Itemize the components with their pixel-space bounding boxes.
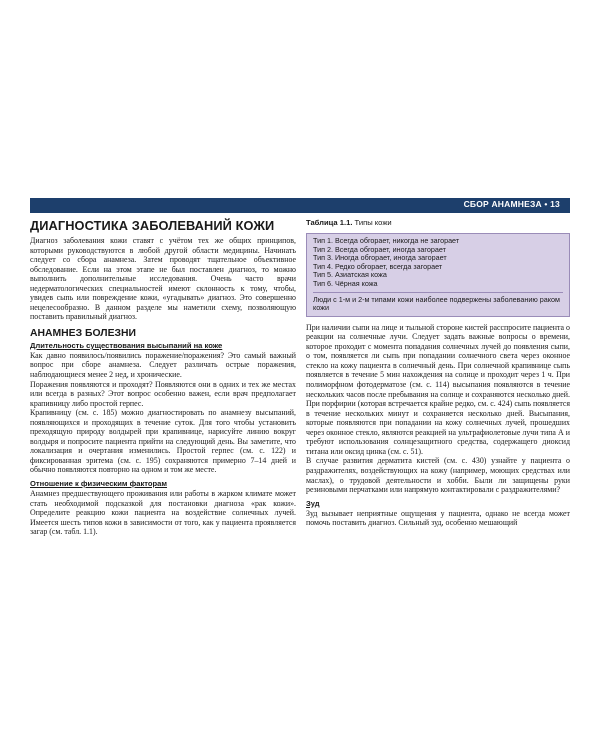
table-caption-text: Типы кожи <box>352 218 392 227</box>
right-column <box>306 216 570 528</box>
physical-factors-heading: Отношение к физическим факторам <box>30 479 168 489</box>
running-header: СБОР АНАМНЕЗА • 13 <box>463 199 560 209</box>
table-row: Тип 4. Редко обгорает, всегда загорает <box>313 261 443 271</box>
intro-paragraph: Диагноз заболевания кожи ставят с учётом тех же общих принципов, которыми руководствуются в любой другой области медицины. Начинать следует со сбора анамнеза. Затем проводят тщательное объективное обследование. Если на этом этапе не был поставлен диагноз, то можно выполнить дополнительные исследования. Очень часто врачи недерматологических специальностей имеют склонность к тому, чтобы, увидев сыпь или повреждение кожи, «угадывать» диагноз. Это совершенно нецелесообразно. В данном разделе мы наметили схему, позволяющую поставить правильный диагноз. <box>30 236 296 322</box>
table-note: Люди с 1-м и 2-м типами кожи наиболее подвержены заболеванию раком кожи <box>313 292 563 313</box>
physical-factors-paragraph: Анамнез предшествующего проживания или работы в жарком климате может стать необходимой подсказкой для постановки диагноза «рак кожи». Определите реакцию кожи пациента на воздействие солнечных лучей. Имеется шесть типов кожи в зависимости от того, как у пациента проявляется загар (см. табл. 1.1). <box>30 489 296 537</box>
table-caption-number: Таблица 1.1. <box>306 218 353 227</box>
table-row: Тип 3. Иногда обгорает, иногда загорает <box>313 253 447 263</box>
left-column <box>30 216 296 537</box>
table-row: Тип 2. Всегда обгорает, иногда загорает <box>313 244 446 254</box>
section-title: ДИАГНОСТИКА ЗАБОЛЕВАНИЙ КОЖИ <box>30 218 275 233</box>
itch-heading: Зуд <box>306 498 320 508</box>
itch-paragraph: Зуд вызывает неприятные ощущения у пациента, однако не всегда может помочь поставить диагноз. Сильный зуд, особенно мешающий <box>306 508 570 528</box>
table-row: Тип 5. Азиатская кожа <box>313 270 387 280</box>
duration-heading: Длительность существования высыпаний на коже <box>30 340 223 350</box>
sun-reaction-paragraph: При наличии сыпи на лице и тыльной стороне кистей расспросите пациента о реакции на солнечные лучи. Следует задать важные вопросы о времени, которое проходит с момента попадания солнечных лучей до появления сыпи, о том, появляется ли сыпь при попадании солнечного света через оконное стекло на кожу пациента в солнечный день. При солнечной крапивнице сыпь появляется в течение 5 мин нахождения на солнце и проходит через 1 ч. При полиморфном фотодерматозе (см. с. 114) высыпания появляются в течение нескольких часов после пребывания на солнце и сохраняются несколько дней. При порфирии (которая встречается крайне редко, см. с. 424) сыпь появляется в течение нескольких минут и сохраняется несколько дней. Высыпания, которые появляются при попадании на кожу солнечных лучей, прошедших через оконное стекло, являются реакцией на ультрафиолетовые лучи типа А и требуют использования солнцезащитного средства, содержащего диоксид титана или оксид цинка (см. с. 51). <box>306 322 570 456</box>
table-row: Тип 6. Чёрная кожа <box>313 278 378 288</box>
skin-types-table <box>306 233 570 317</box>
hand-dermatitis-paragraph: В случае развития дерматита кистей (см. с. 430) узнайте у пациента о раздражителях, воздействующих на кожу (например, моющих средствах или маслах), о трудовой деятельности и хобби. Были ли защищены руки резиновыми перчатками или напрямую контактировали с раздражителями? <box>306 456 570 495</box>
duration-paragraph-3: Крапивницу (см. с. 185) можно диагностировать по анамнезу высыпаний, появляющихся и проходящих в течение суток. Для того чтобы установить преходящую природу волдырей при крапивнице, нарисуйте линию вокруг волдыря и попросите пациента прийти на следующий день. Вы заметите, что локализация и очертания изменились. Простой герпес (см. с. 122) и фиксированная эритема (см. с. 195) сохраняются примерно 7–14 дней и обычно появляются повторно на одном и том же месте. <box>30 408 296 475</box>
subsection-title: АНАМНЕЗ БОЛЕЗНИ <box>30 327 136 339</box>
duration-paragraph-2: Поражения появляются и проходят? Появляются они в одних и тех же местах или всегда в разных? Этот вопрос особенно важен, если врач предполагает крапивницу либо простой герпес. <box>30 379 296 408</box>
table-row: Тип 1. Всегда обгорает, никогда не загорает <box>313 236 460 245</box>
duration-paragraph-1: Как давно появилось/появились поражение/поражения? Это самый важный вопрос при сборе анамнеза. Следует различать острые поражения, наблюдающиеся менее 2 нед, и хронические. <box>30 350 296 380</box>
table-caption <box>306 218 570 227</box>
page-header-bar <box>30 198 570 213</box>
